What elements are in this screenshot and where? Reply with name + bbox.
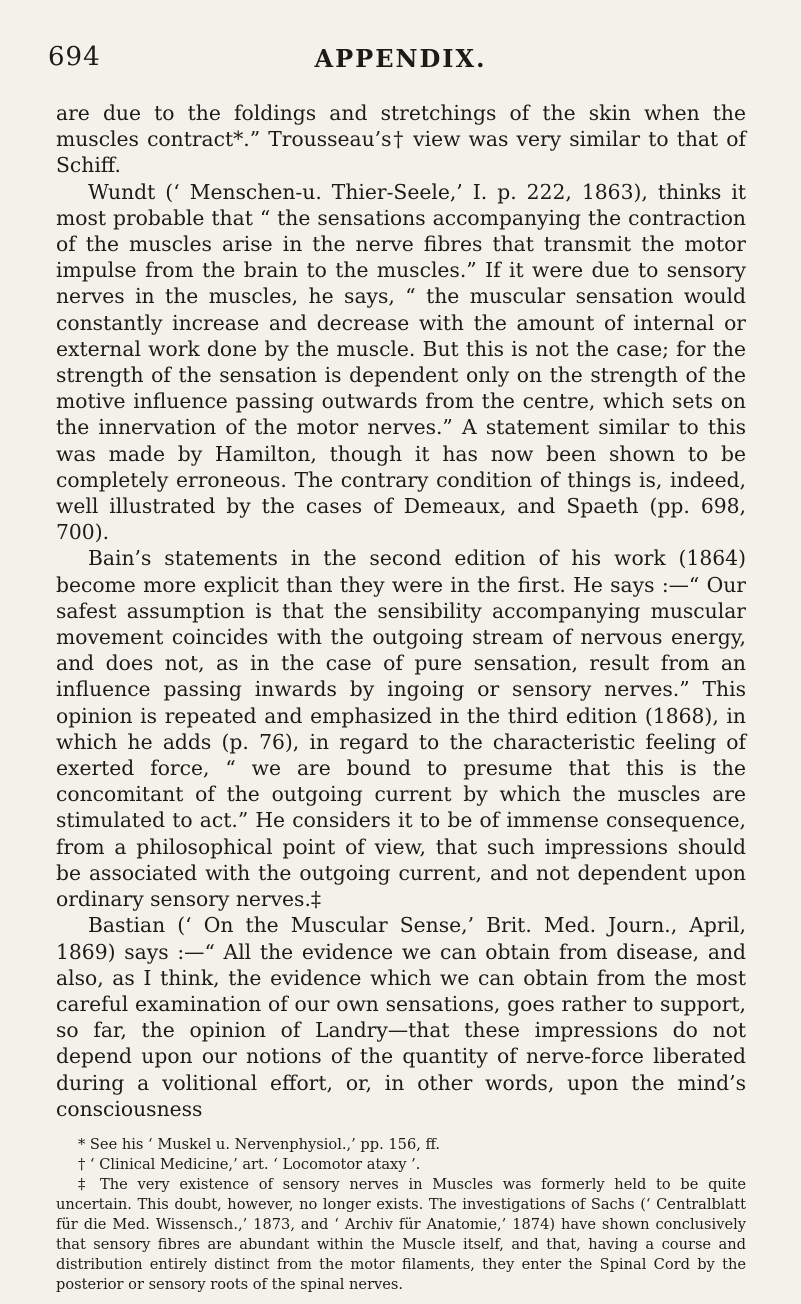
running-head: APPENDIX. [314, 44, 487, 73]
body-text [56, 100, 746, 1122]
footnote-star: * See his ‘ Muskel u. Nervenphysiol.,’ pp. 156, ff. [78, 1136, 441, 1153]
page-header [48, 42, 753, 90]
footnote-double-dagger: ‡ The very existence of sensory nerves in Muscles was formerly held to be quite uncertain. This doubt, however, no longer exists. The investigations of Sachs (‘ Centralblatt für die Med. Wissensch.,’ 1873, and ‘ Archiv für Anatomie,’ 1874) have shown conclusively that sensory fibres are abundant within the Muscle itself, and that, having a course and distribution entirely distinct from the motor filaments, they enter the Spinal Cord by the posterior or sensory roots of the spinal nerves. [56, 1176, 746, 1293]
paragraph-wundt: Wundt (‘ Menschen-u. Thier-Seele,’ I. p. 222, 1863), thinks it most probable that “ the sensations accompanying the contraction of the muscles arise in the nerve fibres that transmit the motor impulse from the brain to the muscles.” If it were due to sensory nerves in the muscles, he says, “ the muscular sensation would constantly increase and decrease with the amount of internal or external work done by the muscle. But this is not the case; for the strength of the sensation is dependent only on the strength of the motive influence passing outwards from the centre, which sets on the innervation of the motor nerves.” A statement similar to this was made by Hamilton, though it has now been shown to be completely erroneous. The contrary condition of things is, indeed, well illustrated by the cases of Demeaux, and Spaeth (pp. 698, 700). [56, 179, 746, 545]
paragraph-continuation: are due to the foldings and stretchings of the skin when the muscles contract*.” Trousseau’s† view was very similar to that of Schiff. [56, 101, 746, 178]
paragraph-bastian: Bastian (‘ On the Muscular Sense,’ Brit. Med. Journ., April, 1869) says :—“ All the evidence we can obtain from disease, and also, as I think, the evidence which we can obtain from the most careful examination of our own sensations, goes rather to support, so far, the opinion of Landry—that these impressions do not depend upon our notions of the quantity of nerve-force liberated during a volitional effort, or, in other words, upon the mind’s consciousness [56, 913, 746, 1121]
footnote-dagger: † ‘ Clinical Medicine,’ art. ‘ Locomotor ataxy ’. [78, 1156, 421, 1173]
paragraph-bain: Bain’s statements in the second edition of his work (1864) become more explicit than they were in the first. He says :—“ Our safest assumption is that the sensibility accompanying muscular movement coincides with the outgoing stream of nervous energy, and does not, as in the case of pure sensation, result from an influence passing inwards by ingoing or sensory nerves.” This opinion is repeated and emphasized in the third edition (1868), in which he adds (p. 76), in regard to the characteristic feeling of exerted force, “ we are bound to presume that this is the concomitant of the outgoing current by which the muscles are stimulated to act.” He considers it to be of immense consequence, from a philosophical point of view, that such impressions should be associated with the outgoing current, and not dependent upon ordinary sensory nerves.‡ [56, 546, 746, 912]
page-number: 694 [48, 42, 101, 72]
footnotes [56, 1135, 746, 1295]
